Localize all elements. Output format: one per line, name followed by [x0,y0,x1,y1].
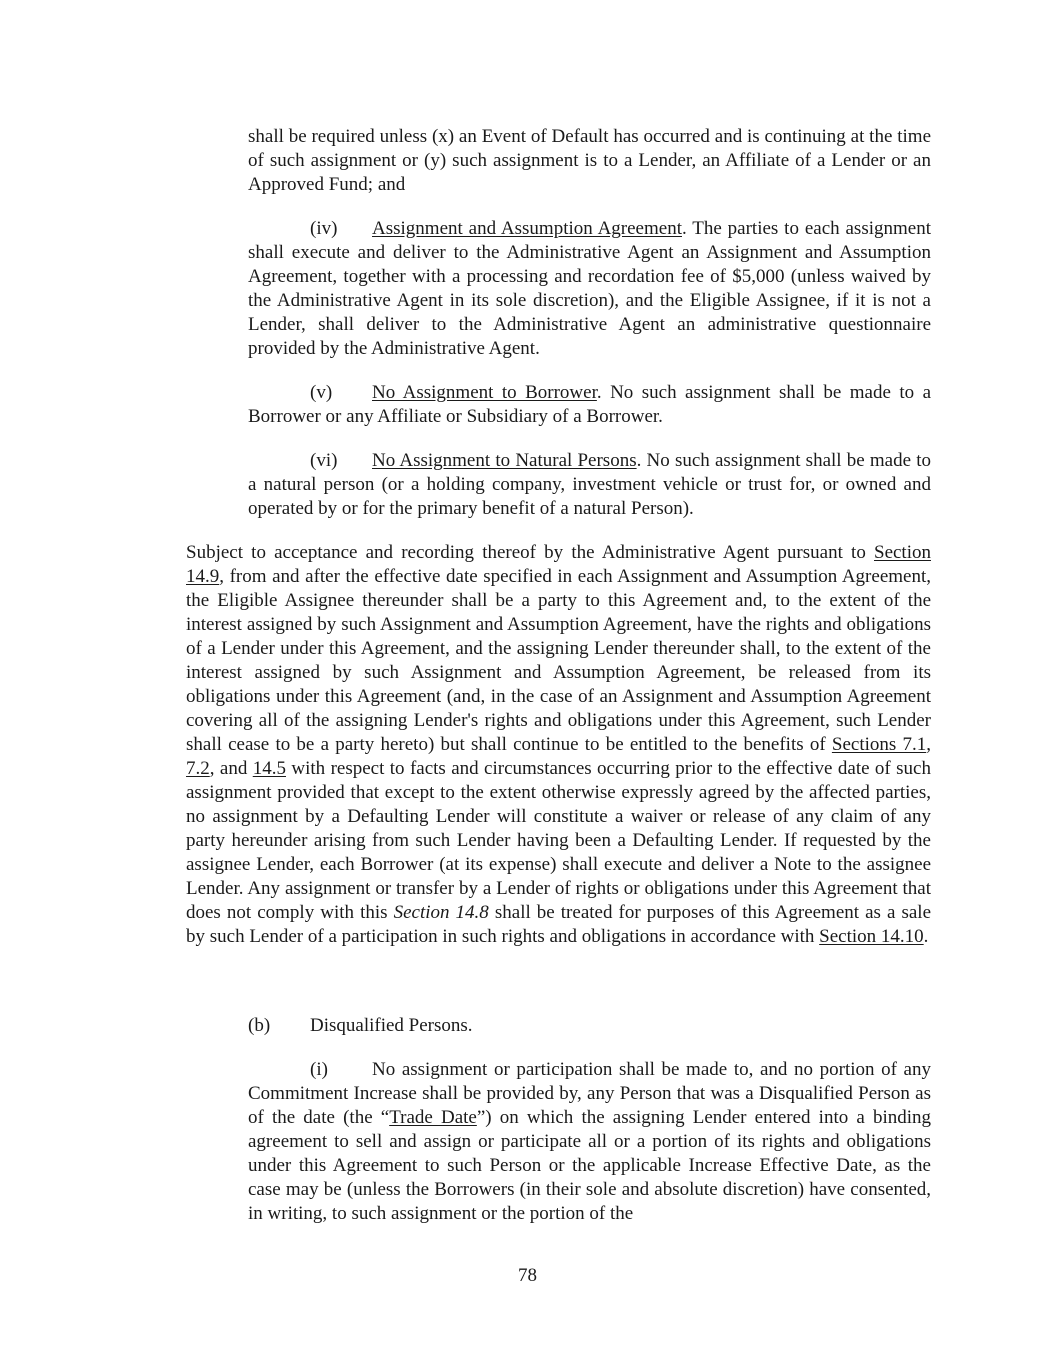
defined-term: Trade Date [389,1107,477,1128]
section-reference: 7.2 [186,758,210,779]
section-reference: 14.5 [252,758,286,779]
clause-i: (i) No assignment or participation shall be made to, and no portion of any Commitment Increase shall be provided by, any Person that was a Disqualified Person as of the date (the “Trade Date”) on which the assigning Lender entered into a binding agreement to sell and assign or participate all or a portion of its rights and obligations under this Agreement to such Person or the applicable Increase Effective Date, as the case may be (unless the Borrowers (in their sole and absolute discretion) have consented, in writing, to such assignment or the portion of the [248,1059,932,1224]
section-reference: Sections 7.1 [831,734,927,755]
subsection-heading: Disqualified Persons. [310,1015,473,1036]
paragraph-continuation: shall be required unless (x) an Event of Default has occurred and is continuing at the time of such assignment or (y) such assignment is to a Lender, an Affiliate of a Lender or an Approved Fund; and [248,126,931,195]
clause-body: . No such assignment shall be made to a natural person (or a holding company, investment vehicle or trust for, or owned and operated by or for the primary benefit of a natural Person). [248,450,932,519]
clause-number: (vi) [310,450,338,471]
clause-heading: No Assignment to Natural Persons [372,450,637,471]
subsection-b [248,1014,931,1038]
clause-number: (iv) [310,218,338,239]
clause-number: (v) [310,382,333,403]
main-paragraph: Subject to acceptance and recording thereof by the Administrative Agent pursuant to Section 14.9, from and after the effective date specified in each Assignment and Assumption Agreement, the Eligible Assignee thereunder shall be a party to this Agreement and, to the extent of the interest assigned by such Assignment and Assumption Agreement, have the rights and obligations of a Lender under this Agreement, and the assigning Lender thereunder shall, to the extent of the interest assigned by such Assignment and Assumption Agreement, be released from its obligations under this Agreement (and, in the case of an Assignment and Assumption Agreement covering all of the assigning Lender's rights and obligations under this Agreement, such Lender shall cease to be a party hereto) but shall continue to be entitled to the benefits of Sections 7.1, 7.2, and 14.5 with respect to facts and circumstances occurring prior to the effective date of such assignment provided that except to the extent otherwise expressly agreed by the affected parties, no assignment by a Defaulting Lender will constitute a waiver or release of any claim of any party hereunder arising from such Lender having been a Defaulting Lender. If requested by the assignee Lender, each Borrower (at its expense) shall execute and deliver a Note to the assignee Lender. Any assignment or transfer by a Lender of rights or obligations under this Agreement that does not comply with this Section 14.8 shall be treated for purposes of this Agreement as a sale by such Lender of a participation in such rights and obligations in accordance with Section 14.10. [186,542,931,947]
clause-v [248,381,931,429]
section-reference-italic: Section 14.8 [393,902,489,923]
subsection-number: (b) [248,1015,271,1036]
clause-body: . The parties to each assignment shall execute and deliver to the Administrative Agent an Assignment and Assumption Agreement, together with a processing and recordation fee of $5,000 (unless waived by the Administrative Agent in its sole discretion), and the Eligible Assignee, if it is not a Lender, shall deliver to the Administrative Agent an administrative questionnaire provided by the Administrative Agent. [248,218,931,359]
section-reference: Section 14.10 [819,926,924,947]
clause-heading: Assignment and Assumption Agreement [372,218,682,239]
clause-heading: No Assignment to Borrower [372,382,597,403]
clause-vi [248,449,931,521]
page-number: 78 [518,1265,537,1286]
clause-number: (i) [310,1059,328,1080]
clause-body: . No such assignment shall be made to a Borrower or any Affiliate or Subsidiary of a Borrower. [248,382,931,427]
section-reference: Section 14.9 [186,542,931,587]
clause-iv [248,217,931,361]
